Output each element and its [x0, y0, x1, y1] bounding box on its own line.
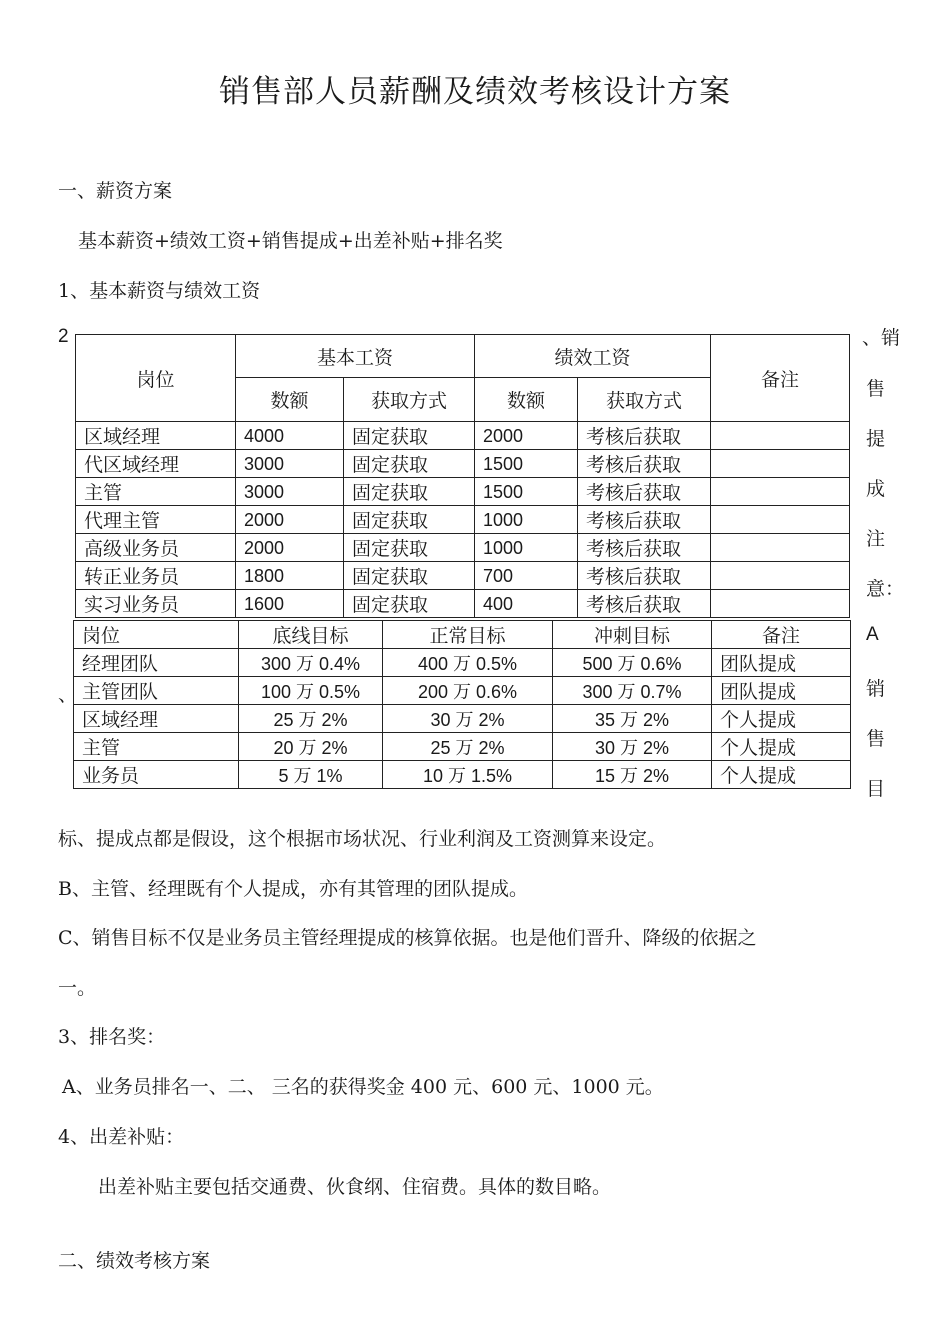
- cell-note: [711, 450, 850, 478]
- cell-base-amount: 2000: [236, 534, 344, 562]
- cell-position: 区域经理: [74, 705, 239, 733]
- cell-note: [711, 562, 850, 590]
- cell-base-method: 固定获取: [344, 422, 475, 450]
- note-a-continuation: 标、提成点都是假设，这个根据市场状况、行业利润及工资测算来设定。: [58, 828, 667, 850]
- cell-perf-method: 考核后获取: [578, 590, 711, 618]
- note-c-continuation: 一。: [58, 977, 97, 999]
- cell-sprint: 15 万 2%: [553, 761, 712, 789]
- cell-note: 个人提成: [712, 761, 851, 789]
- cell-base-method: 固定获取: [344, 562, 475, 590]
- cell-position: 业务员: [74, 761, 239, 789]
- cell-perf-amount: 400: [475, 590, 578, 618]
- cell-perf-method: 考核后获取: [578, 478, 711, 506]
- cell-base-amount: 1800: [236, 562, 344, 590]
- cell-perf-amount: 1000: [475, 534, 578, 562]
- cell-perf-method: 考核后获取: [578, 450, 711, 478]
- cell-position: 主管: [76, 478, 236, 506]
- cell-base-amount: 2000: [236, 506, 344, 534]
- cell-perf-amount: 1000: [475, 506, 578, 534]
- header-amount: 数额: [236, 378, 344, 422]
- cell-baseline: 20 万 2%: [239, 733, 383, 761]
- table-header-row: [74, 621, 851, 649]
- header-performance-salary: 绩效工资: [475, 335, 711, 378]
- table-row: [76, 422, 850, 450]
- cell-baseline: 25 万 2%: [239, 705, 383, 733]
- cell-note: 个人提成: [712, 733, 851, 761]
- cell-base-amount: 3000: [236, 478, 344, 506]
- header-note: 备注: [712, 621, 851, 649]
- cell-base-method: 固定获取: [344, 534, 475, 562]
- cell-perf-method: 考核后获取: [578, 534, 711, 562]
- salary-formula: 基本薪资+绩效工资+销售提成+出差补贴+排名奖: [78, 230, 503, 252]
- section-heading-performance: 二、绩效考核方案: [58, 1250, 211, 1272]
- cell-normal: 30 万 2%: [383, 705, 553, 733]
- side-char: 销: [866, 678, 886, 700]
- header-base-salary: 基本工资: [236, 335, 475, 378]
- cell-perf-amount: 700: [475, 562, 578, 590]
- side-char: 提: [866, 428, 886, 450]
- note-b: B、主管、经理既有个人提成，亦有其管理的团队提成。: [58, 878, 528, 900]
- cell-perf-amount: 1500: [475, 450, 578, 478]
- cell-sprint: 35 万 2%: [553, 705, 712, 733]
- table-row: [74, 733, 851, 761]
- table-row: [76, 450, 850, 478]
- cell-normal: 10 万 1.5%: [383, 761, 553, 789]
- table-row: [74, 761, 851, 789]
- cell-base-method: 固定获取: [344, 590, 475, 618]
- cell-sprint: 500 万 0.6%: [553, 649, 712, 677]
- table-row: [74, 677, 851, 705]
- travel-allowance-text: 出差补贴主要包括交通费、伙食纲、住宿费。具体的数目略。: [98, 1176, 612, 1198]
- table-row: [76, 562, 850, 590]
- cell-base-method: 固定获取: [344, 450, 475, 478]
- cell-perf-amount: 2000: [475, 422, 578, 450]
- cell-note: [711, 478, 850, 506]
- side-char: 成: [866, 478, 886, 500]
- commission-table: [73, 620, 851, 789]
- table-row: [76, 478, 850, 506]
- side-char: 、销: [862, 327, 901, 349]
- cell-note: [711, 422, 850, 450]
- table-row: [76, 534, 850, 562]
- cell-baseline: 100 万 0.5%: [239, 677, 383, 705]
- cell-position: 经理团队: [74, 649, 239, 677]
- side-char: 售: [866, 728, 886, 750]
- table-row: [76, 590, 850, 618]
- table-row: [74, 649, 851, 677]
- header-amount: 数额: [475, 378, 578, 422]
- cell-perf-method: 考核后获取: [578, 562, 711, 590]
- side-char: 售: [866, 378, 886, 400]
- cell-base-method: 固定获取: [344, 478, 475, 506]
- page-title: 销售部人员薪酬及绩效考核设计方案: [219, 74, 731, 110]
- cell-position: 转正业务员: [76, 562, 236, 590]
- cell-sprint: 30 万 2%: [553, 733, 712, 761]
- cell-base-method: 固定获取: [344, 506, 475, 534]
- item-2-number: 2: [58, 326, 69, 347]
- note-c: C、销售目标不仅是业务员主管经理提成的核算依据。也是他们晋升、降级的依据之: [58, 927, 757, 949]
- cell-position: 代区域经理: [76, 450, 236, 478]
- header-method: 获取方式: [344, 378, 475, 422]
- item-2-left-mark: 、: [58, 684, 78, 706]
- cell-baseline: 300 万 0.4%: [239, 649, 383, 677]
- cell-normal: 25 万 2%: [383, 733, 553, 761]
- section-heading-salary: 一、薪资方案: [58, 180, 173, 202]
- cell-perf-method: 考核后获取: [578, 422, 711, 450]
- header-sprint-target: 冲刺目标: [553, 621, 712, 649]
- cell-note: [711, 506, 850, 534]
- side-char: 注: [866, 528, 886, 550]
- salary-table: [75, 334, 850, 618]
- cell-position: 高级业务员: [76, 534, 236, 562]
- cell-base-amount: 4000: [236, 422, 344, 450]
- cell-base-amount: 3000: [236, 450, 344, 478]
- cell-position: 主管团队: [74, 677, 239, 705]
- header-position: 岗位: [74, 621, 239, 649]
- cell-normal: 200 万 0.6%: [383, 677, 553, 705]
- cell-perf-amount: 1500: [475, 478, 578, 506]
- cell-perf-method: 考核后获取: [578, 506, 711, 534]
- item-4-heading: 4、出差补贴：: [58, 1126, 185, 1148]
- cell-note: [711, 534, 850, 562]
- cell-position: 代理主管: [76, 506, 236, 534]
- cell-note: 团队提成: [712, 649, 851, 677]
- side-char: 意：: [866, 578, 905, 600]
- cell-note: [711, 590, 850, 618]
- table-row: [76, 506, 850, 534]
- item-3-heading: 3、排名奖：: [58, 1026, 166, 1048]
- side-char: 目: [866, 778, 886, 800]
- cell-normal: 400 万 0.5%: [383, 649, 553, 677]
- cell-base-amount: 1600: [236, 590, 344, 618]
- header-baseline-target: 底线目标: [239, 621, 383, 649]
- cell-position: 实习业务员: [76, 590, 236, 618]
- cell-baseline: 5 万 1%: [239, 761, 383, 789]
- header-note: 备注: [711, 335, 850, 422]
- cell-position: 主管: [74, 733, 239, 761]
- cell-note: 个人提成: [712, 705, 851, 733]
- header-method: 获取方式: [578, 378, 711, 422]
- table-row: [74, 705, 851, 733]
- cell-sprint: 300 万 0.7%: [553, 677, 712, 705]
- item-1-heading: 1、基本薪资与绩效工资: [58, 280, 261, 302]
- header-normal-target: 正常目标: [383, 621, 553, 649]
- cell-position: 区域经理: [76, 422, 236, 450]
- cell-note: 团队提成: [712, 677, 851, 705]
- ranking-award-text: A、业务员排名一、二、 三名的获得奖金 400 元、600 元、1000 元。: [62, 1076, 664, 1098]
- side-char: A: [866, 624, 879, 645]
- header-position: 岗位: [76, 335, 236, 422]
